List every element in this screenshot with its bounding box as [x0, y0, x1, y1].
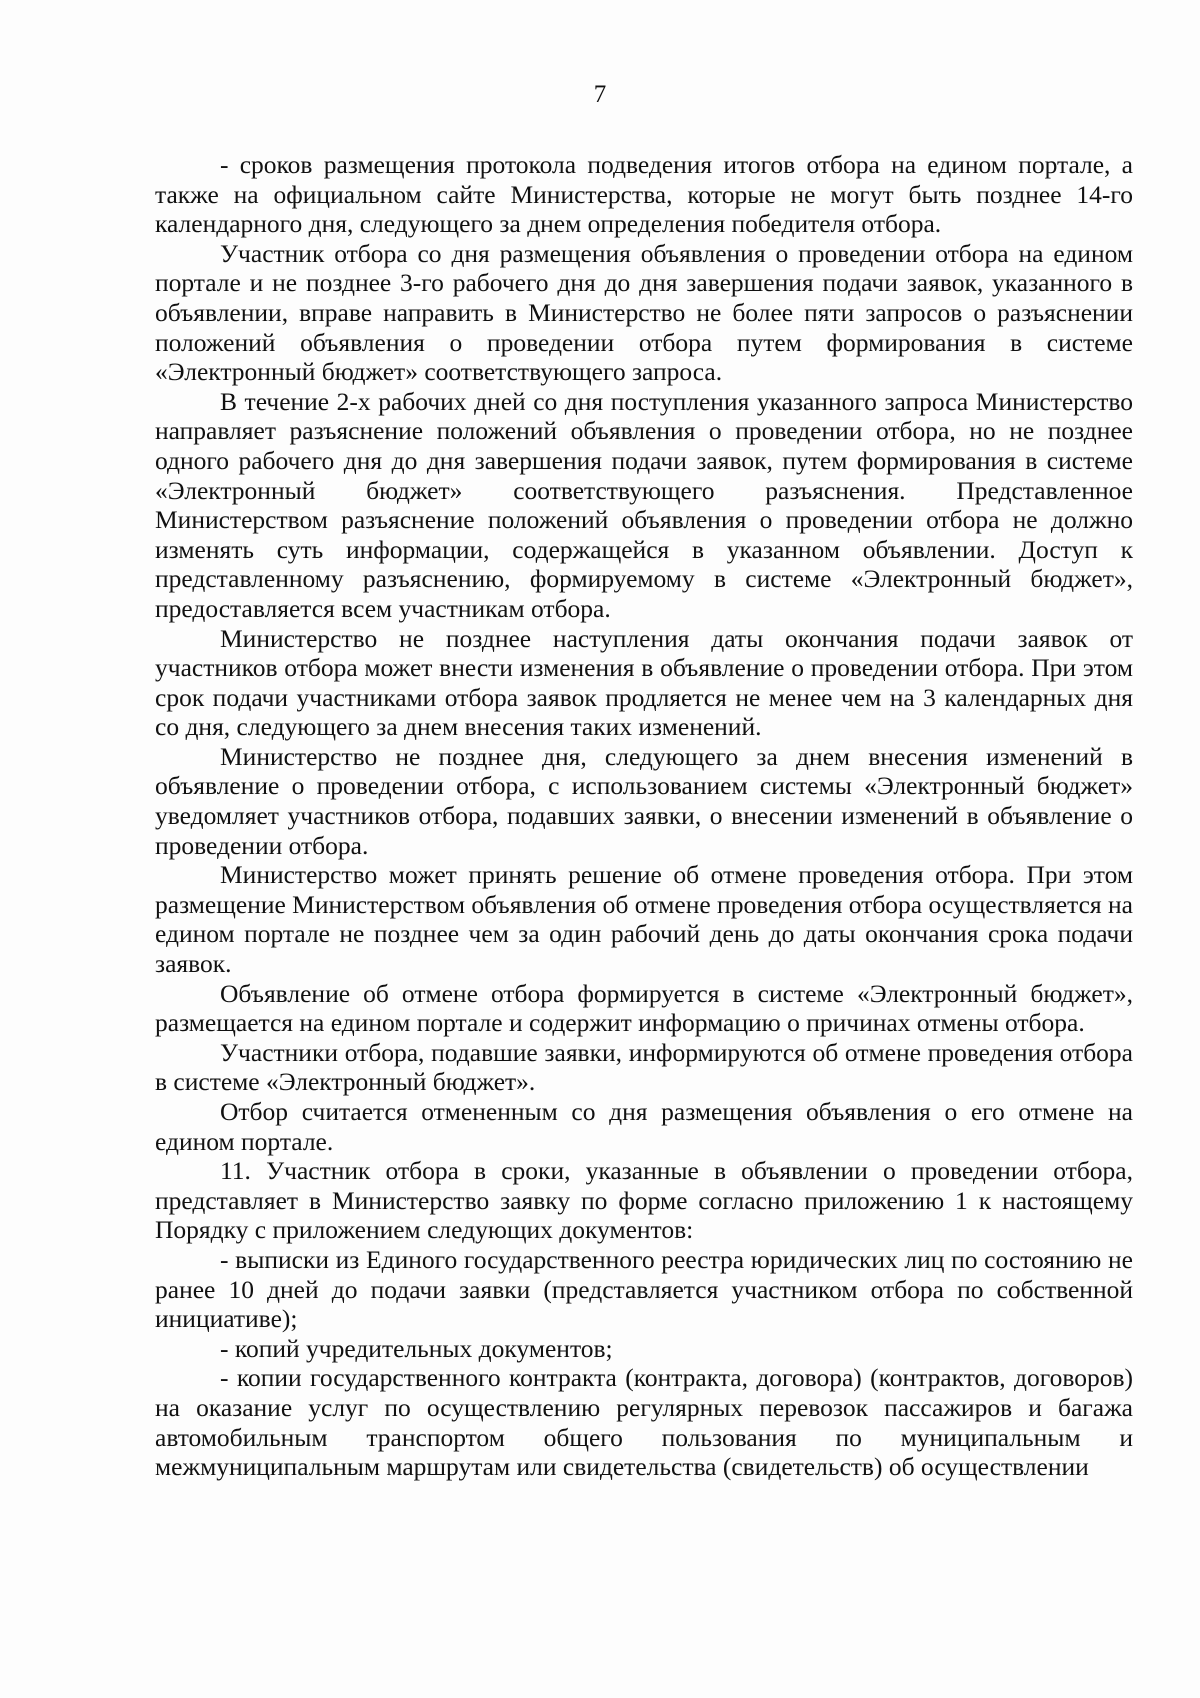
- paragraph-cancellation-announcement: Объявление об отмене отбора формируется в системе «Электронный бюджет», размещается на едином портале и содержит информацию о причинах отмены отбора.: [155, 978, 1133, 1038]
- list-item-registry-extract: - выписки из Единого государственного реестра юридических лиц по состоянию не ранее 10 дней до подачи заявки (представляется участником отбора по собственной инициативе);: [155, 1244, 1133, 1334]
- paragraph-cancellation-decision: Министерство может принять решение об отмене проведения отбора. При этом размещение Министерством объявления об отмене проведения отбора осуществляется на едином портале не позднее чем за один рабочий день до даты окончания срока подачи заявок.: [155, 860, 1133, 979]
- paragraph-clarification-requests: Участник отбора со дня размещения объявления о проведении отбора на едином портале и не позднее 3-го рабочего дня до дня завершения подачи заявок, указанного в объявлении, вправе направить в Министерство не более пяти запросов о разъяснении положений объявления о проведении отбора путем формирования в системе «Электронный бюджет» соответствующего запроса.: [155, 238, 1133, 387]
- paragraph-clarification-response: В течение 2-х рабочих дней со дня поступления указанного запроса Министерство направляет разъяснение положений объявления о проведении отбора, но не позднее одного рабочего дня до дня завершения подачи заявок, путем формирования в системе «Электронный бюджет» соответствующего разъяснения. Представленное Министерством разъяснение положений объявления о проведении отбора не должно изменять суть информации, содержащейся в указанном объявлении. Доступ к представленному разъяснению, формируемому в системе «Электронный бюджет», предоставляется всем участникам отбора.: [155, 386, 1133, 623]
- list-item-contract-copies: - копии государственного контракта (контракта, договора) (контрактов, договоров) на оказание услуг по осуществлению регулярных перевозок пассажиров и багажа автомобильным транспортом общего пользования по муниципальным и межмуниципальным маршрутам или свидетельства (свидетельств) об осуществлении: [155, 1363, 1133, 1482]
- paragraph-section-11: 11. Участник отбора в сроки, указанные в объявлении о проведении отбора, представляет в Министерство заявку по форме согласно приложению 1 к настоящему Порядку с приложением следующих документов:: [155, 1156, 1133, 1245]
- paragraph-cancellation-effective: Отбор считается отмененным со дня размещения объявления о его отмене на едином портале.: [155, 1097, 1133, 1156]
- paragraph-announcement-changes: Министерство не позднее наступления даты окончания подачи заявок от участников отбора может внести изменения в объявление о проведении отбора. При этом срок подачи участниками отбора заявок продляется не менее чем на 3 календарных дня со дня, следующего за днем внесения таких изменений.: [155, 623, 1133, 742]
- paragraph-change-notification: Министерство не позднее дня, следующего за днем внесения изменений в объявление о проведении отбора, с использованием системы «Электронный бюджет» уведомляет участников отбора, подавших заявки, о внесении изменений в объявление о проведении отбора.: [155, 741, 1133, 860]
- paragraph-posting-deadlines: - сроков размещения протокола подведения итогов отбора на едином портале, а также на официальном сайте Министерства, которые не могут быть позднее 14-го календарного дня, следующего за днем определения победителя отбора.: [155, 150, 1133, 239]
- list-item-founding-documents: - копий учредительных документов;: [220, 1333, 613, 1363]
- document-body: [155, 150, 1133, 1482]
- paragraph-cancellation-notice: Участники отбора, подавшие заявки, информируются об отмене проведения отбора в системе «Электронный бюджет».: [155, 1037, 1133, 1097]
- page-number: 7: [593, 81, 607, 108]
